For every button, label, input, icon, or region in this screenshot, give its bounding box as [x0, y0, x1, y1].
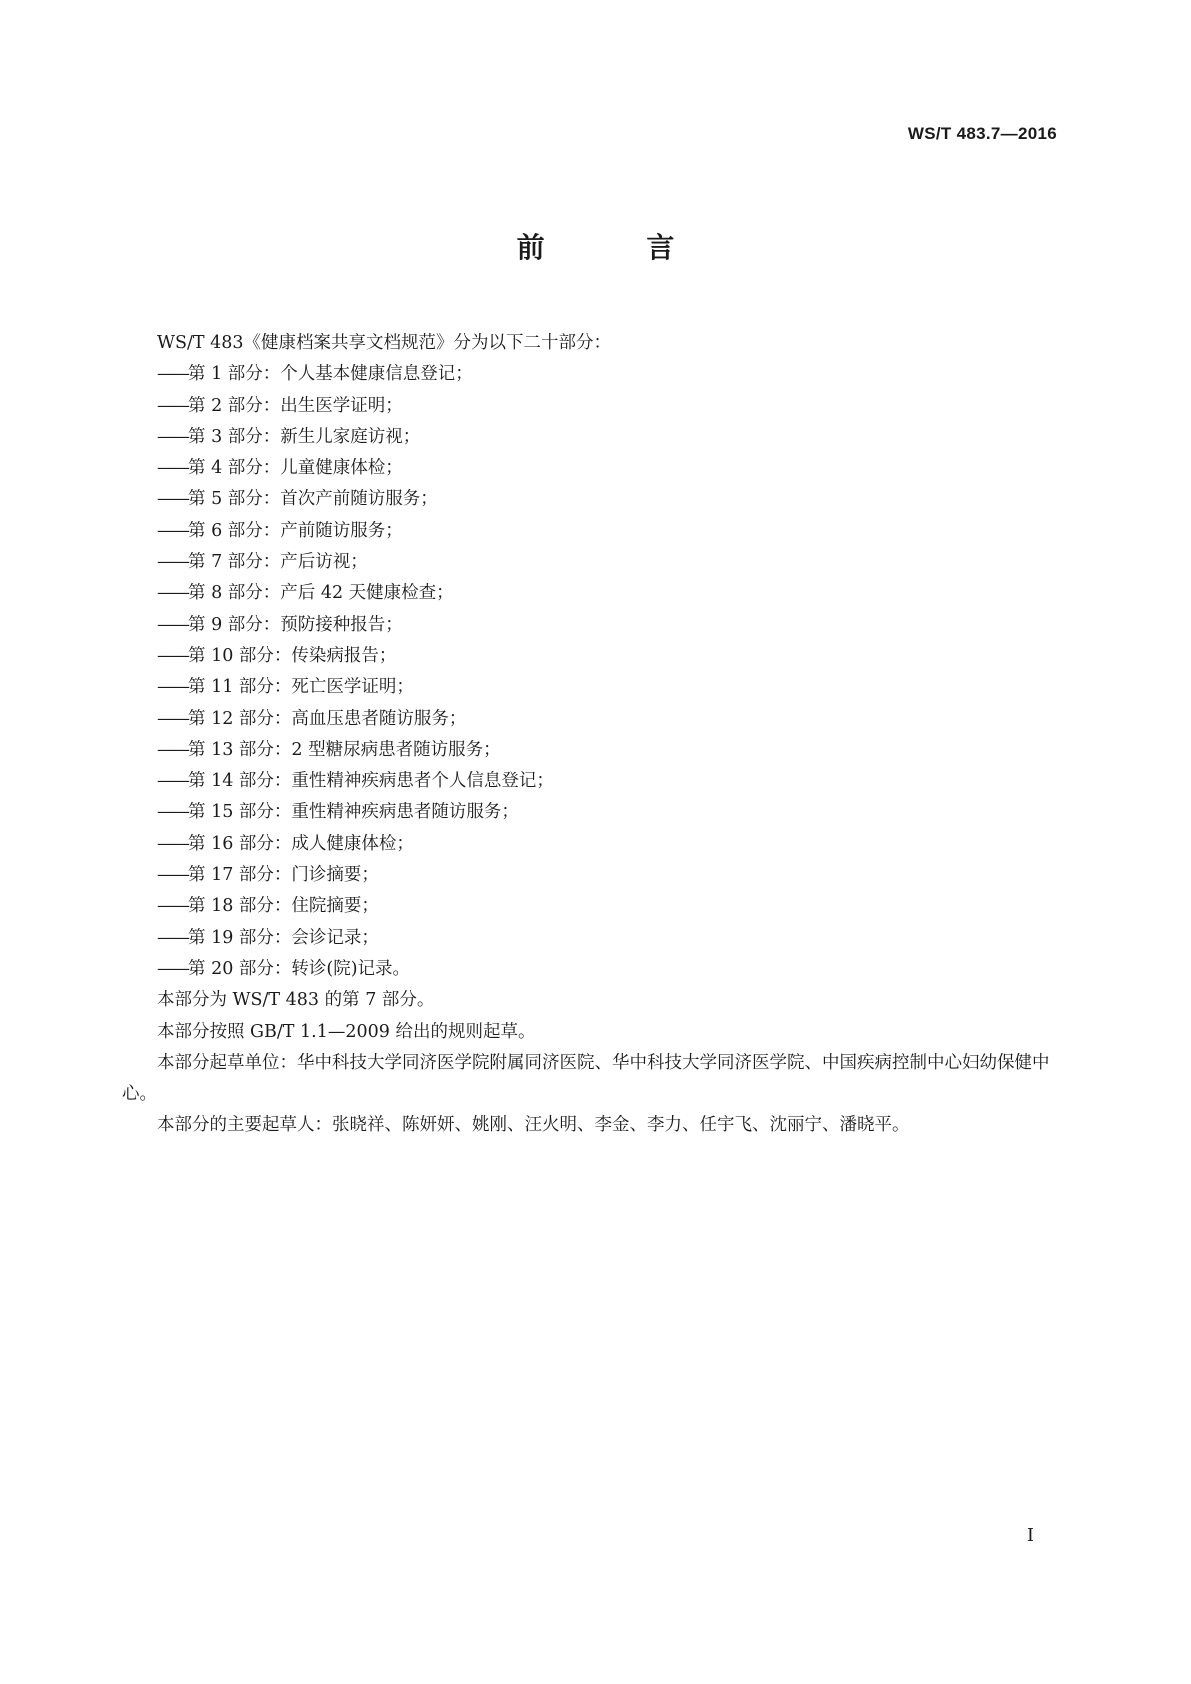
list-dash: ——: [157, 395, 188, 416]
standard-code: WS/T 483.7—2016: [907, 124, 1057, 143]
list-dash: ——: [157, 739, 188, 760]
list-dash: ——: [157, 958, 188, 979]
list-item: [122, 484, 1066, 515]
list-item: [122, 422, 1066, 453]
list-item-text: 第 16 部分：成人健康体检；: [188, 833, 414, 854]
list-dash: ——: [157, 927, 188, 948]
list-dash: ——: [157, 708, 188, 729]
list-item-text: 第 7 部分：产后访视；: [188, 552, 368, 573]
list-dash: ——: [157, 364, 188, 385]
scope-paragraph: 本部分为 WS/T 483 的第 7 部分。: [157, 990, 435, 1011]
list-item-text: 第 17 部分：门诊摘要；: [188, 865, 379, 886]
list-item-text: 第 13 部分：2 型糖尿病患者随访服务；: [188, 739, 501, 760]
list-item: [122, 923, 1066, 954]
list-item: [122, 797, 1066, 828]
list-item-text: 第 11 部分：死亡医学证明；: [188, 677, 414, 698]
list-item-text: 第 14 部分：重性精神疾病患者个人信息登记；: [188, 771, 554, 792]
list-dash: ——: [157, 426, 188, 447]
list-dash: ——: [157, 458, 188, 479]
list-item: [122, 891, 1066, 922]
list-item: [122, 453, 1066, 484]
list-dash: ——: [157, 802, 188, 823]
list-item: [122, 766, 1066, 797]
list-item-text: 第 4 部分：儿童健康体检；: [188, 458, 403, 479]
list-item-text: 第 6 部分：产前随访服务；: [188, 520, 403, 541]
list-item-text: 第 18 部分：住院摘要；: [188, 896, 379, 917]
list-item: [122, 359, 1066, 390]
list-dash: ——: [157, 865, 188, 886]
intro-paragraph: WS/T 483《健康档案共享文档规范》分为以下二十部分：: [157, 333, 612, 353]
list-item-text: 第 3 部分：新生儿家庭访视；: [188, 426, 421, 447]
list-item-text: 第 2 部分：出生医学证明；: [188, 395, 403, 416]
list-dash: ——: [157, 520, 188, 541]
list-item: [122, 391, 1066, 422]
list-dash: ——: [157, 833, 188, 854]
list-item-text: 第 5 部分：首次产前随访服务；: [188, 489, 438, 510]
drafting-units-paragraph: 本部分起草单位：华中科技大学同济医学院附属同济医院、华中科技大学同济医学院、中国疾病控制中心妇幼保健中心。: [122, 1052, 1050, 1105]
list-item-text: 第 12 部分：高血压患者随访服务；: [188, 708, 467, 729]
drafting-rules-paragraph: 本部分按照 GB/T 1.1—2009 给出的规则起草。: [157, 1021, 536, 1042]
parts-list: [122, 359, 1066, 985]
list-item: [122, 547, 1066, 578]
list-dash: ——: [157, 677, 188, 698]
list-item: [122, 829, 1066, 860]
list-item-text: 第 9 部分：预防接种报告；: [188, 614, 403, 635]
list-item: [122, 610, 1066, 641]
foreword-body: [122, 328, 1066, 1142]
list-item-text: 第 19 部分：会诊记录；: [188, 927, 379, 948]
list-dash: ——: [157, 771, 188, 792]
list-item-text: 第 20 部分：转诊(院)记录。: [188, 958, 411, 979]
list-dash: ——: [157, 614, 188, 635]
list-item-text: 第 8 部分：产后 42 天健康检查；: [188, 583, 454, 604]
page-number: I: [1026, 1525, 1034, 1546]
list-item: [122, 516, 1066, 547]
list-item: [122, 860, 1066, 891]
list-item: [122, 704, 1066, 735]
list-dash: ——: [157, 489, 188, 510]
list-item-text: 第 10 部分：传染病报告；: [188, 645, 397, 666]
page-title: 前 言: [516, 231, 721, 264]
drafters-paragraph: 本部分的主要起草人：张晓祥、陈妍妍、姚刚、汪火明、李金、李力、任宇飞、沈丽宁、潘晓平。: [157, 1115, 910, 1136]
list-item: [122, 641, 1066, 672]
list-item: [122, 578, 1066, 609]
list-dash: ——: [157, 583, 188, 604]
list-dash: ——: [157, 896, 188, 917]
list-item-text: 第 15 部分：重性精神疾病患者随访服务；: [188, 802, 519, 823]
list-item: [122, 954, 1066, 985]
list-item: [122, 735, 1066, 766]
list-dash: ——: [157, 645, 188, 666]
list-dash: ——: [157, 552, 188, 573]
list-item: [122, 672, 1066, 703]
list-item-text: 第 1 部分：个人基本健康信息登记；: [188, 364, 473, 385]
